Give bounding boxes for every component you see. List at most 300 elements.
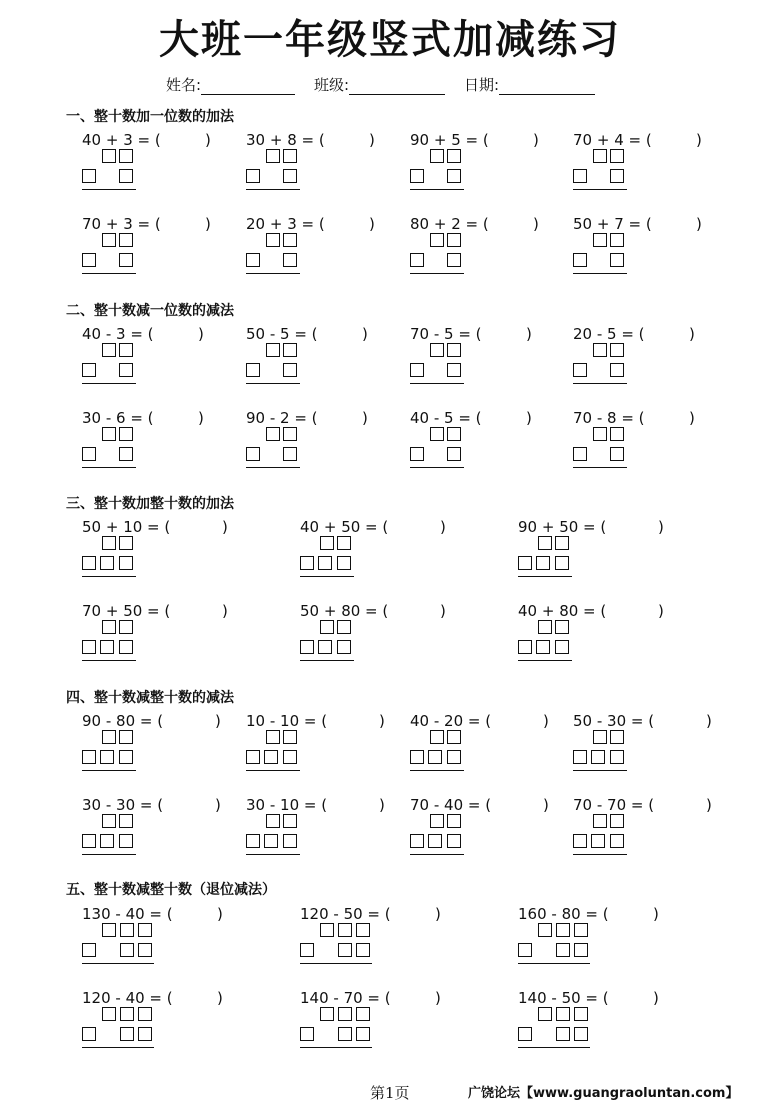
answer-digit-box[interactable]	[338, 1027, 352, 1041]
answer-digit-box[interactable]	[556, 1027, 570, 1041]
answer-digit-box[interactable]	[100, 640, 114, 654]
answer-digit-box[interactable]	[593, 427, 607, 441]
problem	[410, 712, 570, 782]
equation-text: 30 - 10 = (	[246, 796, 328, 814]
answer-close-paren: )	[369, 131, 375, 149]
equation-text: 50 - 5 = (	[246, 325, 318, 343]
answer-digit-box[interactable]	[430, 233, 444, 247]
answer-digit-box[interactable]	[119, 730, 133, 744]
answer-digit-box[interactable]	[246, 363, 260, 377]
answer-digit-box[interactable]	[82, 943, 96, 957]
equation-text: 80 + 2 = (	[410, 215, 489, 233]
problem	[518, 905, 678, 975]
answer-digit-box[interactable]	[300, 1027, 314, 1041]
answer-digit-box[interactable]	[264, 834, 278, 848]
answer-digit-box[interactable]	[555, 536, 569, 550]
answer-digit-box[interactable]	[447, 363, 461, 377]
equation-text: 90 - 80 = (	[82, 712, 164, 730]
problem	[300, 518, 460, 588]
vertical-calc-line	[573, 383, 627, 384]
problem	[410, 215, 570, 285]
vertical-calc-line	[410, 854, 464, 855]
answer-digit-box[interactable]	[337, 620, 351, 634]
vertical-calc-line	[573, 854, 627, 855]
vertical-calc-line	[300, 660, 354, 661]
answer-digit-box[interactable]	[538, 620, 552, 634]
answer-digit-box[interactable]	[610, 750, 624, 764]
answer-digit-box[interactable]	[120, 1007, 134, 1021]
answer-digit-box[interactable]	[266, 343, 280, 357]
equation-text: 30 + 8 = (	[246, 131, 325, 149]
vertical-calc-line	[246, 273, 300, 274]
answer-digit-box[interactable]	[82, 556, 96, 570]
answer-digit-box[interactable]	[518, 640, 532, 654]
answer-digit-box[interactable]	[447, 834, 461, 848]
answer-digit-box[interactable]	[320, 923, 334, 937]
answer-close-paren: )	[379, 796, 385, 814]
answer-digit-box[interactable]	[318, 556, 332, 570]
answer-digit-box[interactable]	[246, 750, 260, 764]
equation-text: 70 + 50 = (	[82, 602, 171, 620]
equation-text: 120 - 50 = (	[300, 905, 391, 923]
vertical-calc-line	[518, 576, 572, 577]
answer-digit-box[interactable]	[102, 427, 116, 441]
answer-digit-box[interactable]	[102, 923, 116, 937]
vertical-calc-line	[410, 383, 464, 384]
problem	[518, 518, 678, 588]
section-title: 四、整十数减整十数的减法	[66, 690, 234, 706]
answer-digit-box[interactable]	[300, 556, 314, 570]
answer-digit-box[interactable]	[356, 1007, 370, 1021]
answer-digit-box[interactable]	[338, 923, 352, 937]
answer-digit-box[interactable]	[610, 363, 624, 377]
answer-close-paren: )	[526, 325, 532, 343]
problem	[300, 602, 460, 672]
answer-close-paren: )	[543, 712, 549, 730]
answer-digit-box[interactable]	[266, 814, 280, 828]
problem	[82, 602, 242, 672]
vertical-calc-line	[246, 770, 300, 771]
answer-digit-box[interactable]	[573, 834, 587, 848]
answer-digit-box[interactable]	[610, 169, 624, 183]
answer-close-paren: )	[362, 325, 368, 343]
answer-digit-box[interactable]	[82, 640, 96, 654]
answer-digit-box[interactable]	[573, 447, 587, 461]
answer-digit-box[interactable]	[102, 620, 116, 634]
answer-digit-box[interactable]	[320, 620, 334, 634]
answer-digit-box[interactable]	[100, 834, 114, 848]
answer-digit-box[interactable]	[356, 1027, 370, 1041]
equation-text: 70 - 40 = (	[410, 796, 492, 814]
answer-digit-box[interactable]	[410, 169, 424, 183]
equation-text: 70 + 3 = (	[82, 215, 161, 233]
vertical-calc-line	[246, 383, 300, 384]
equation-text: 50 + 10 = (	[82, 518, 171, 536]
worksheet-title: 大班一年级竖式加减练习	[159, 17, 621, 63]
answer-digit-box[interactable]	[447, 233, 461, 247]
answer-digit-box[interactable]	[283, 363, 297, 377]
answer-digit-box[interactable]	[574, 923, 588, 937]
answer-digit-box[interactable]	[119, 427, 133, 441]
class-blank[interactable]	[349, 78, 445, 95]
answer-digit-box[interactable]	[119, 169, 133, 183]
answer-digit-box[interactable]	[266, 233, 280, 247]
answer-digit-box[interactable]	[266, 730, 280, 744]
answer-digit-box[interactable]	[610, 814, 624, 828]
answer-close-paren: )	[526, 409, 532, 427]
vertical-calc-line	[410, 770, 464, 771]
answer-digit-box[interactable]	[102, 149, 116, 163]
answer-digit-box[interactable]	[430, 814, 444, 828]
problem	[82, 131, 242, 201]
answer-digit-box[interactable]	[82, 169, 96, 183]
answer-close-paren: )	[689, 325, 695, 343]
answer-digit-box[interactable]	[555, 556, 569, 570]
equation-text: 140 - 50 = (	[518, 989, 609, 1007]
answer-digit-box[interactable]	[300, 943, 314, 957]
answer-digit-box[interactable]	[447, 343, 461, 357]
answer-digit-box[interactable]	[266, 149, 280, 163]
answer-digit-box[interactable]	[102, 814, 116, 828]
answer-digit-box[interactable]	[430, 343, 444, 357]
answer-digit-box[interactable]	[82, 1027, 96, 1041]
answer-digit-box[interactable]	[82, 750, 96, 764]
answer-digit-box[interactable]	[356, 943, 370, 957]
answer-digit-box[interactable]	[428, 750, 442, 764]
answer-digit-box[interactable]	[119, 640, 133, 654]
answer-digit-box[interactable]	[428, 834, 442, 848]
problem	[82, 905, 242, 975]
vertical-calc-line	[518, 1047, 590, 1048]
answer-digit-box[interactable]	[610, 253, 624, 267]
page-number: 第1页	[370, 1084, 410, 1102]
answer-digit-box[interactable]	[120, 1027, 134, 1041]
equation-text: 140 - 70 = (	[300, 989, 391, 1007]
equation-text: 50 + 80 = (	[300, 602, 389, 620]
problem	[246, 409, 406, 479]
answer-digit-box[interactable]	[573, 363, 587, 377]
problem	[246, 215, 406, 285]
answer-digit-box[interactable]	[283, 169, 297, 183]
vertical-calc-line	[300, 1047, 372, 1048]
vertical-calc-line	[82, 854, 136, 855]
answer-digit-box[interactable]	[593, 149, 607, 163]
answer-digit-box[interactable]	[610, 149, 624, 163]
problem	[573, 796, 733, 866]
answer-digit-box[interactable]	[555, 620, 569, 634]
answer-digit-box[interactable]	[119, 149, 133, 163]
answer-digit-box[interactable]	[447, 253, 461, 267]
answer-digit-box[interactable]	[102, 536, 116, 550]
problem	[410, 325, 570, 395]
answer-digit-box[interactable]	[102, 343, 116, 357]
answer-digit-box[interactable]	[610, 233, 624, 247]
date-field[interactable]	[464, 74, 595, 95]
date-label: 日期:	[464, 76, 500, 94]
vertical-calc-line	[573, 770, 627, 771]
date-blank[interactable]	[499, 78, 595, 95]
equation-text: 50 + 7 = (	[573, 215, 652, 233]
vertical-calc-line	[246, 189, 300, 190]
problem	[82, 518, 242, 588]
answer-digit-box[interactable]	[356, 923, 370, 937]
answer-close-paren: )	[543, 796, 549, 814]
vertical-calc-line	[573, 273, 627, 274]
answer-digit-box[interactable]	[119, 556, 133, 570]
answer-digit-box[interactable]	[556, 1007, 570, 1021]
vertical-calc-line	[82, 189, 136, 190]
answer-close-paren: )	[215, 712, 221, 730]
answer-digit-box[interactable]	[556, 943, 570, 957]
name-field[interactable]	[166, 74, 295, 95]
vertical-calc-line	[82, 576, 136, 577]
problem	[573, 215, 733, 285]
answer-digit-box[interactable]	[610, 834, 624, 848]
answer-digit-box[interactable]	[82, 253, 96, 267]
answer-digit-box[interactable]	[338, 943, 352, 957]
answer-close-paren: )	[706, 796, 712, 814]
problem	[246, 796, 406, 866]
answer-digit-box[interactable]	[610, 427, 624, 441]
answer-digit-box[interactable]	[574, 1007, 588, 1021]
answer-close-paren: )	[653, 905, 659, 923]
answer-digit-box[interactable]	[82, 363, 96, 377]
vertical-calc-line	[82, 963, 154, 964]
equation-text: 90 - 2 = (	[246, 409, 318, 427]
answer-digit-box[interactable]	[410, 750, 424, 764]
problem	[82, 409, 242, 479]
answer-digit-box[interactable]	[283, 343, 297, 357]
answer-digit-box[interactable]	[538, 923, 552, 937]
answer-digit-box[interactable]	[430, 149, 444, 163]
answer-digit-box[interactable]	[82, 447, 96, 461]
answer-digit-box[interactable]	[337, 640, 351, 654]
answer-digit-box[interactable]	[410, 253, 424, 267]
answer-digit-box[interactable]	[102, 730, 116, 744]
answer-digit-box[interactable]	[518, 556, 532, 570]
answer-digit-box[interactable]	[138, 923, 152, 937]
answer-digit-box[interactable]	[138, 1007, 152, 1021]
answer-digit-box[interactable]	[119, 343, 133, 357]
answer-close-paren: )	[689, 409, 695, 427]
answer-digit-box[interactable]	[573, 169, 587, 183]
answer-digit-box[interactable]	[518, 1027, 532, 1041]
answer-digit-box[interactable]	[246, 447, 260, 461]
name-blank[interactable]	[201, 78, 295, 95]
equation-text: 40 + 80 = (	[518, 602, 607, 620]
section-title: 五、整十数减整十数（退位减法）	[66, 882, 276, 898]
problem	[82, 712, 242, 782]
answer-digit-box[interactable]	[266, 427, 280, 441]
answer-close-paren: )	[198, 409, 204, 427]
problem	[410, 796, 570, 866]
answer-digit-box[interactable]	[119, 834, 133, 848]
answer-close-paren: )	[379, 712, 385, 730]
answer-digit-box[interactable]	[300, 640, 314, 654]
answer-digit-box[interactable]	[556, 923, 570, 937]
answer-close-paren: )	[440, 518, 446, 536]
answer-digit-box[interactable]	[283, 750, 297, 764]
answer-digit-box[interactable]	[120, 943, 134, 957]
answer-digit-box[interactable]	[100, 750, 114, 764]
equation-text: 30 - 30 = (	[82, 796, 164, 814]
answer-digit-box[interactable]	[574, 943, 588, 957]
equation-text: 70 - 8 = (	[573, 409, 645, 427]
answer-digit-box[interactable]	[447, 447, 461, 461]
answer-digit-box[interactable]	[538, 1007, 552, 1021]
answer-digit-box[interactable]	[591, 750, 605, 764]
vertical-calc-line	[82, 660, 136, 661]
answer-close-paren: )	[222, 602, 228, 620]
answer-close-paren: )	[706, 712, 712, 730]
answer-digit-box[interactable]	[610, 730, 624, 744]
answer-digit-box[interactable]	[574, 1027, 588, 1041]
vertical-calc-line	[518, 660, 572, 661]
answer-digit-box[interactable]	[610, 343, 624, 357]
answer-digit-box[interactable]	[593, 343, 607, 357]
answer-digit-box[interactable]	[430, 730, 444, 744]
answer-digit-box[interactable]	[538, 536, 552, 550]
answer-digit-box[interactable]	[573, 750, 587, 764]
answer-digit-box[interactable]	[283, 447, 297, 461]
answer-digit-box[interactable]	[138, 943, 152, 957]
answer-digit-box[interactable]	[593, 814, 607, 828]
answer-close-paren: )	[217, 989, 223, 1007]
answer-close-paren: )	[222, 518, 228, 536]
answer-digit-box[interactable]	[246, 253, 260, 267]
answer-close-paren: )	[658, 602, 664, 620]
answer-digit-box[interactable]	[536, 640, 550, 654]
answer-digit-box[interactable]	[447, 814, 461, 828]
problem	[82, 989, 242, 1059]
answer-close-paren: )	[653, 989, 659, 1007]
answer-digit-box[interactable]	[318, 640, 332, 654]
equation-text: 10 - 10 = (	[246, 712, 328, 730]
answer-digit-box[interactable]	[246, 169, 260, 183]
answer-digit-box[interactable]	[82, 834, 96, 848]
vertical-calc-line	[82, 273, 136, 274]
answer-digit-box[interactable]	[337, 556, 351, 570]
answer-close-paren: )	[696, 131, 702, 149]
answer-digit-box[interactable]	[410, 447, 424, 461]
site-credit: 广饶论坛【www.guangraoluntan.com】	[468, 1086, 739, 1101]
answer-digit-box[interactable]	[102, 1007, 116, 1021]
answer-digit-box[interactable]	[593, 730, 607, 744]
equation-text: 130 - 40 = (	[82, 905, 173, 923]
equation-text: 70 - 5 = (	[410, 325, 482, 343]
vertical-calc-line	[410, 189, 464, 190]
answer-digit-box[interactable]	[447, 169, 461, 183]
name-label: 姓名:	[166, 76, 202, 94]
equation-text: 40 - 3 = (	[82, 325, 154, 343]
vertical-calc-line	[518, 963, 590, 964]
answer-digit-box[interactable]	[338, 1007, 352, 1021]
answer-digit-box[interactable]	[283, 834, 297, 848]
answer-digit-box[interactable]	[119, 536, 133, 550]
answer-digit-box[interactable]	[283, 730, 297, 744]
answer-close-paren: )	[533, 215, 539, 233]
answer-digit-box[interactable]	[573, 253, 587, 267]
vertical-calc-line	[573, 189, 627, 190]
answer-digit-box[interactable]	[119, 363, 133, 377]
answer-digit-box[interactable]	[593, 233, 607, 247]
answer-digit-box[interactable]	[410, 363, 424, 377]
answer-close-paren: )	[215, 796, 221, 814]
answer-digit-box[interactable]	[337, 536, 351, 550]
answer-digit-box[interactable]	[119, 233, 133, 247]
answer-digit-box[interactable]	[447, 427, 461, 441]
answer-digit-box[interactable]	[283, 814, 297, 828]
vertical-calc-line	[246, 854, 300, 855]
equation-text: 40 - 5 = (	[410, 409, 482, 427]
answer-digit-box[interactable]	[536, 556, 550, 570]
problem	[573, 409, 733, 479]
answer-digit-box[interactable]	[591, 834, 605, 848]
answer-digit-box[interactable]	[283, 233, 297, 247]
answer-digit-box[interactable]	[264, 750, 278, 764]
answer-digit-box[interactable]	[119, 620, 133, 634]
problem	[246, 712, 406, 782]
vertical-calc-line	[82, 770, 136, 771]
class-field[interactable]	[314, 74, 445, 95]
answer-digit-box[interactable]	[447, 149, 461, 163]
answer-digit-box[interactable]	[518, 943, 532, 957]
answer-digit-box[interactable]	[610, 447, 624, 461]
answer-digit-box[interactable]	[555, 640, 569, 654]
answer-close-paren: )	[533, 131, 539, 149]
answer-digit-box[interactable]	[410, 834, 424, 848]
answer-close-paren: )	[362, 409, 368, 427]
answer-close-paren: )	[435, 989, 441, 1007]
problem	[246, 131, 406, 201]
answer-digit-box[interactable]	[119, 750, 133, 764]
answer-close-paren: )	[440, 602, 446, 620]
answer-close-paren: )	[205, 131, 211, 149]
answer-digit-box[interactable]	[447, 730, 461, 744]
answer-digit-box[interactable]	[119, 447, 133, 461]
answer-digit-box[interactable]	[430, 427, 444, 441]
answer-digit-box[interactable]	[119, 814, 133, 828]
problem	[82, 325, 242, 395]
answer-digit-box[interactable]	[283, 149, 297, 163]
answer-digit-box[interactable]	[283, 253, 297, 267]
problem	[410, 131, 570, 201]
answer-digit-box[interactable]	[447, 750, 461, 764]
vertical-calc-line	[573, 467, 627, 468]
problem	[300, 989, 460, 1059]
answer-digit-box[interactable]	[100, 556, 114, 570]
answer-close-paren: )	[198, 325, 204, 343]
answer-digit-box[interactable]	[246, 834, 260, 848]
answer-digit-box[interactable]	[102, 233, 116, 247]
problem	[573, 131, 733, 201]
answer-digit-box[interactable]	[119, 253, 133, 267]
equation-text: 40 - 20 = (	[410, 712, 492, 730]
answer-digit-box[interactable]	[120, 923, 134, 937]
answer-digit-box[interactable]	[283, 427, 297, 441]
answer-digit-box[interactable]	[320, 1007, 334, 1021]
vertical-calc-line	[82, 383, 136, 384]
equation-text: 30 - 6 = (	[82, 409, 154, 427]
section-title: 一、整十数加一位数的加法	[66, 109, 234, 125]
section-title: 二、整十数减一位数的减法	[66, 303, 234, 319]
equation-text: 40 + 50 = (	[300, 518, 389, 536]
equation-text: 20 + 3 = (	[246, 215, 325, 233]
vertical-calc-line	[410, 273, 464, 274]
answer-digit-box[interactable]	[138, 1027, 152, 1041]
answer-digit-box[interactable]	[320, 536, 334, 550]
answer-close-paren: )	[658, 518, 664, 536]
